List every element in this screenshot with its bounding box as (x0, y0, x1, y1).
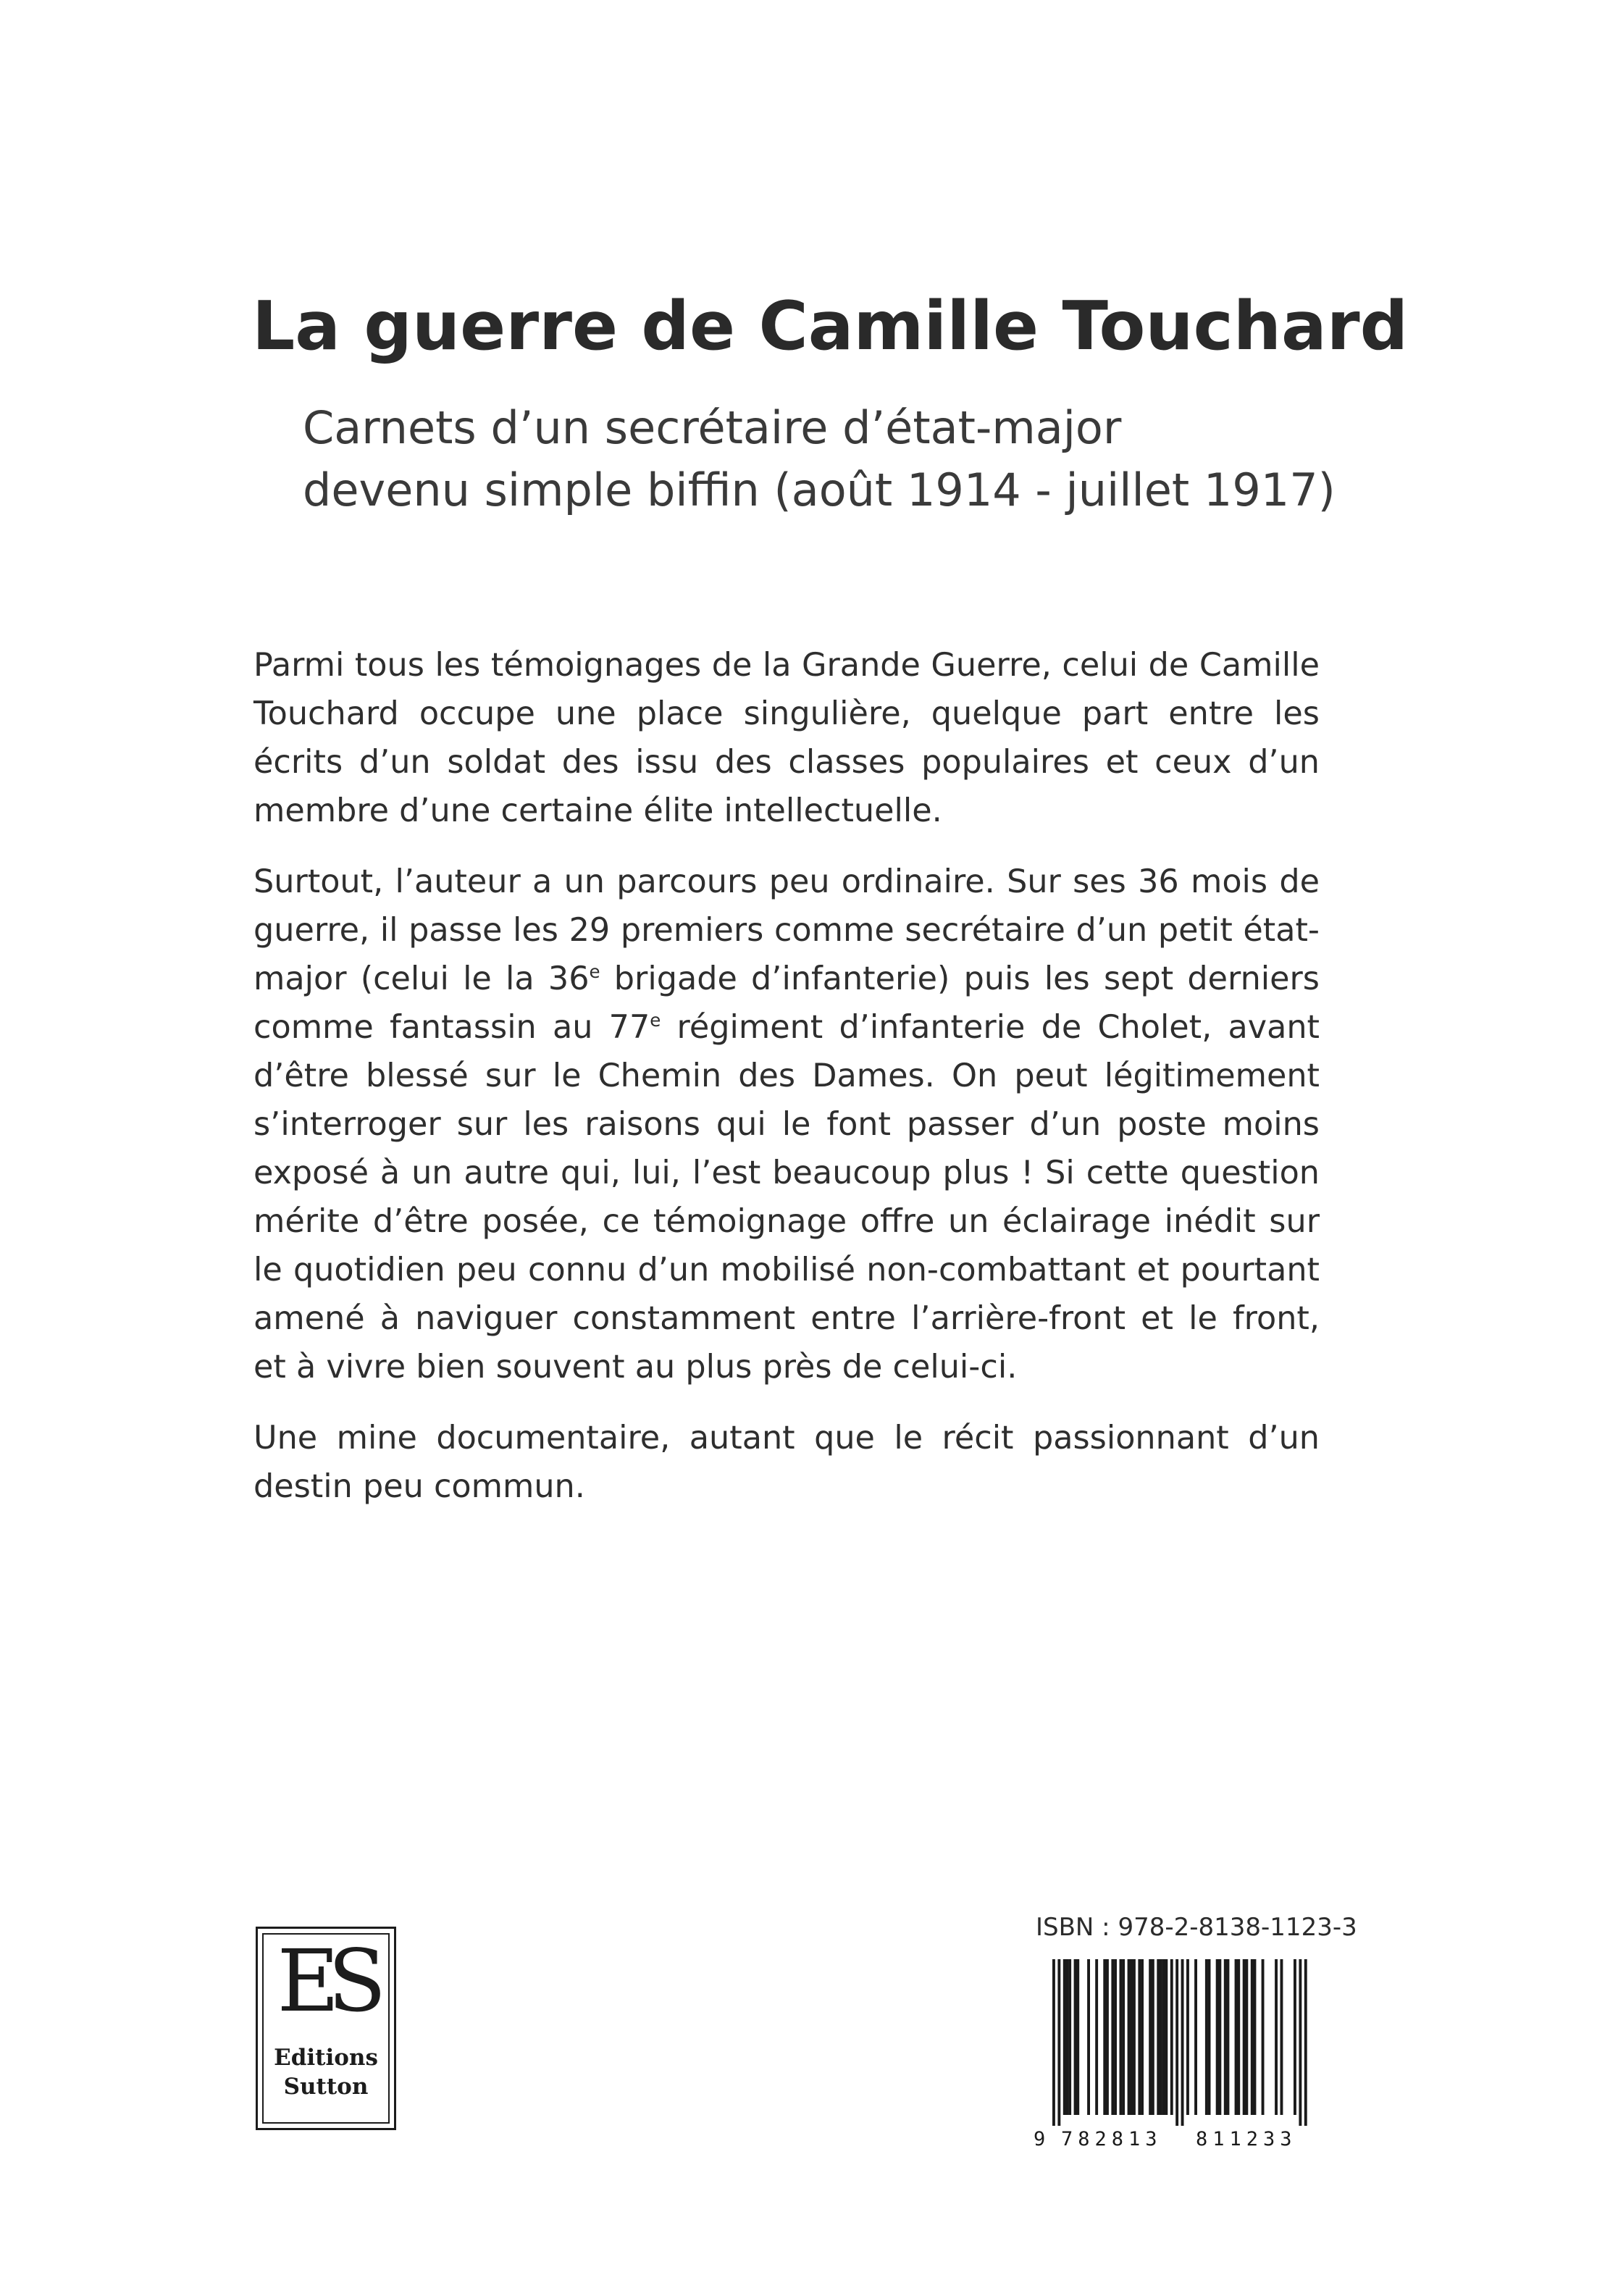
logo-text-line-1: Editions (274, 2045, 378, 2071)
barcode-bar (1057, 1959, 1060, 2126)
barcode-bar (1237, 1959, 1240, 2115)
barcode-bar (1170, 1959, 1173, 2115)
barcode-bar (1068, 1959, 1071, 2115)
barcode-bar (1052, 1959, 1055, 2126)
blurb-paragraph-1: Parmi tous les témoignages de la Grande Guerre, celui de Camille Touchard occupe une place singulière, quelque part entre les écrits d’un soldat des issu des classes populaires et ceux d’un membre d’une certaine élite intellectuelle. (253, 647, 1320, 829)
barcode-bar (1133, 1959, 1136, 2115)
publisher-logo (256, 1927, 396, 2130)
barcode-bar (1114, 1959, 1117, 2115)
barcode-digits-right: 811233 (1196, 2128, 1297, 2150)
logo-text-line-2: Sutton (283, 2074, 369, 2100)
barcode-bar (1262, 1959, 1265, 2115)
barcode-bar (1205, 1959, 1208, 2115)
barcode-bar (1216, 1959, 1219, 2115)
blurb (253, 641, 1320, 1533)
barcode-bar (1175, 1959, 1178, 2126)
barcode-digits (1032, 2128, 1329, 2154)
barcode-bar (1106, 1959, 1109, 2115)
barcode-bar (1243, 1959, 1246, 2115)
subtitle-line-2: devenu simple biffin (août 1914 - juillet 1917) (303, 464, 1336, 516)
barcode-bar (1074, 1959, 1077, 2115)
barcode-bar (1111, 1959, 1114, 2115)
barcode-bar (1251, 1959, 1254, 2115)
barcode-bar (1227, 1959, 1230, 2115)
barcode-bar (1165, 1959, 1168, 2115)
barcode-bar (1245, 1959, 1248, 2115)
book-title: La guerre de Camille Touchard (252, 287, 1409, 365)
barcode-bar (1162, 1959, 1165, 2115)
barcode-bar (1218, 1959, 1221, 2115)
superscript-e: e (589, 961, 600, 983)
blurb-paragraph-2-part-b: brigade d’infanterie) puis les sept derniers comme fantassin au 77 (253, 960, 1320, 1046)
barcode-digit-first: 9 (1034, 2128, 1046, 2150)
blurb-paragraph-3: Une mine documentaire, autant que le récit passionnant d’un destin peu commun. (253, 1420, 1320, 1505)
barcode-bar (1095, 1959, 1098, 2115)
barcode-bar (1122, 1959, 1125, 2115)
barcode-bar (1160, 1959, 1162, 2115)
barcode-bar (1103, 1959, 1106, 2115)
isbn-label: ISBN : 978-2-8138-1123-3 (1036, 1913, 1357, 1942)
barcode (1032, 1959, 1329, 2126)
barcode-bar (1235, 1959, 1238, 2115)
barcode-bar (1138, 1959, 1141, 2115)
book-subtitle (303, 397, 1534, 521)
barcode-bar (1063, 1959, 1066, 2115)
barcode-bar (1141, 1959, 1144, 2115)
barcode-bar (1186, 1959, 1189, 2115)
blurb-paragraph-2-part-a: Surtout, l’auteur a un parcours peu ordinaire. Sur ses 36 mois de guerre, il passe les 29 premiers comme secrétaire d’un petit état-major (celui le la 36 (253, 863, 1320, 997)
barcode-bar (1304, 1959, 1307, 2126)
barcode-bar (1294, 1959, 1296, 2115)
barcode-bar (1299, 1959, 1302, 2126)
barcode-bar (1208, 1959, 1211, 2115)
barcode-bar (1157, 1959, 1160, 2115)
barcode-bar (1194, 1959, 1197, 2115)
barcode-bar (1224, 1959, 1227, 2115)
barcode-bar (1149, 1959, 1152, 2115)
logo-monogram: ES (277, 1931, 375, 2031)
blurb-paragraph-2 (253, 858, 1320, 1391)
barcode-digits-left: 782813 (1061, 2128, 1162, 2150)
barcode-bar (1254, 1959, 1257, 2115)
barcode-bar (1120, 1959, 1123, 2115)
superscript-e: e (650, 1010, 661, 1031)
barcode-bar (1181, 1959, 1184, 2126)
barcode-bar (1066, 1959, 1069, 2115)
barcode-bar (1275, 1959, 1278, 2115)
subtitle-line-1: Carnets d’un secrétaire d’état-major (303, 401, 1122, 454)
barcode-bars (1032, 1959, 1329, 2126)
barcode-bar (1128, 1959, 1131, 2115)
barcode-bar (1152, 1959, 1154, 2115)
barcode-bar (1087, 1959, 1090, 2115)
barcode-bar (1076, 1959, 1079, 2115)
barcode-bar (1130, 1959, 1133, 2115)
blurb-paragraph-2-part-c: régiment d’infanterie de Cholet, avant d’être blessé sur le Chemin des Dames. On peut légitimement s’interroger sur les raisons qui le font passer d’un poste moins exposé à un autre qui, lui, l’est beaucoup plus ! Si cette question mérite d’être posée, ce témoignage offre un éclairage inédit sur le quotidien peu connu d’un mobilisé non-combattant et pourtant amené à naviguer constamment entre l’arrière-front et le front, et à vivre bien souvent au plus près de celui-ci. (253, 1009, 1320, 1386)
barcode-bar (1280, 1959, 1283, 2115)
